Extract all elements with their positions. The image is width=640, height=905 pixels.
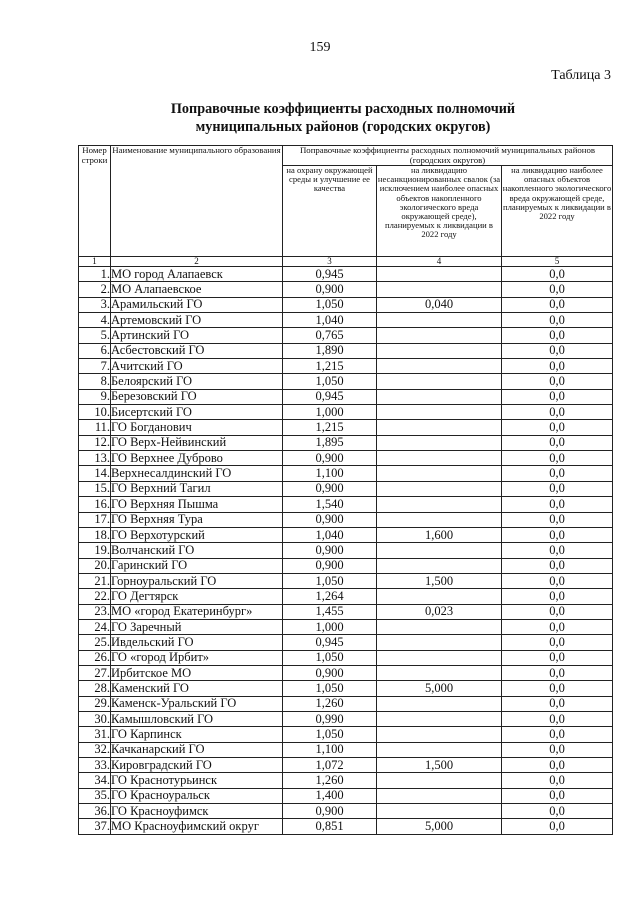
hazardous-coefficient-cell: 0,0 <box>502 343 613 358</box>
table-row <box>79 389 613 404</box>
dumps-coefficient-cell <box>377 481 502 496</box>
hazardous-coefficient-cell: 0,0 <box>502 497 613 512</box>
dumps-coefficient-cell <box>377 497 502 512</box>
environment-coefficient-cell: 1,050 <box>283 727 377 742</box>
table-row <box>79 650 613 665</box>
dumps-coefficient-cell <box>377 466 502 481</box>
municipality-name-cell: Асбестовский ГО <box>111 343 283 358</box>
environment-coefficient-cell: 0,900 <box>283 512 377 527</box>
table-title-line2: муниципальных районов (городских округов) <box>195 119 491 135</box>
row-number-cell: 15. <box>79 481 111 496</box>
dumps-coefficient-cell <box>377 635 502 650</box>
environment-coefficient-cell: 1,540 <box>283 497 377 512</box>
table-row <box>79 466 613 481</box>
environment-coefficient-cell: 0,900 <box>283 543 377 558</box>
hazardous-coefficient-cell: 0,0 <box>502 328 613 343</box>
row-number-cell: 16. <box>79 497 111 512</box>
environment-coefficient-cell: 0,945 <box>283 635 377 650</box>
table-row <box>79 374 613 389</box>
municipality-name-cell: Каменский ГО <box>111 681 283 696</box>
table-row <box>79 497 613 512</box>
municipality-name-cell: ГО «город Ирбит» <box>111 650 283 665</box>
municipality-name-cell: Каменск-Уральский ГО <box>111 696 283 711</box>
table-row <box>79 681 613 696</box>
dumps-coefficient-cell: 1,600 <box>377 527 502 542</box>
dumps-coefficient-cell <box>377 804 502 819</box>
row-number-cell: 29. <box>79 696 111 711</box>
dumps-coefficient-cell: 0,040 <box>377 297 502 312</box>
municipality-name-cell: ГО Заречный <box>111 619 283 634</box>
dumps-coefficient-cell <box>377 742 502 757</box>
dumps-coefficient-cell <box>377 435 502 450</box>
hazardous-coefficient-cell: 0,0 <box>502 313 613 328</box>
row-number-cell: 9. <box>79 389 111 404</box>
dumps-coefficient-cell <box>377 773 502 788</box>
hazardous-coefficient-cell: 0,0 <box>502 451 613 466</box>
dumps-coefficient-cell <box>377 328 502 343</box>
municipality-name-cell: Волчанский ГО <box>111 543 283 558</box>
row-number-cell: 30. <box>79 711 111 726</box>
table-row <box>79 435 613 450</box>
environment-coefficient-cell: 1,050 <box>283 374 377 389</box>
header-col3-environment: на охрану окружающей среды и улучшение ее качества <box>283 166 377 257</box>
hazardous-coefficient-cell: 0,0 <box>502 665 613 680</box>
environment-coefficient-cell: 0,945 <box>283 389 377 404</box>
municipality-name-cell: МО «город Екатеринбург» <box>111 604 283 619</box>
table-row <box>79 727 613 742</box>
dumps-coefficient-cell <box>377 267 502 282</box>
municipality-name-cell: ГО Красноуральск <box>111 788 283 803</box>
hazardous-coefficient-cell: 0,0 <box>502 758 613 773</box>
dumps-coefficient-cell <box>377 711 502 726</box>
hazardous-coefficient-cell: 0,0 <box>502 374 613 389</box>
hazardous-coefficient-cell: 0,0 <box>502 681 613 696</box>
table-row <box>79 696 613 711</box>
table-row <box>79 267 613 282</box>
row-number-cell: 18. <box>79 527 111 542</box>
municipality-name-cell: Качканарский ГО <box>111 742 283 757</box>
table-row <box>79 405 613 420</box>
table-row <box>79 711 613 726</box>
environment-coefficient-cell: 1,400 <box>283 788 377 803</box>
municipality-name-cell: ГО Верхний Тагил <box>111 481 283 496</box>
environment-coefficient-cell: 1,100 <box>283 742 377 757</box>
municipality-name-cell: Кировградский ГО <box>111 758 283 773</box>
municipality-name-cell: Ирбитское МО <box>111 665 283 680</box>
page-number: 159 <box>309 40 331 55</box>
table-row <box>79 819 613 834</box>
row-number-cell: 37. <box>79 819 111 834</box>
environment-coefficient-cell: 1,264 <box>283 589 377 604</box>
row-number-cell: 12. <box>79 435 111 450</box>
dumps-coefficient-cell <box>377 374 502 389</box>
row-number-cell: 21. <box>79 573 111 588</box>
header-col4-dumps: на ликвидацию несанкционированных свалок (за исключением наиболее опасных объектов накопленного экологического вреда окружающей среде), планируемых к ликвидации в 2022 году <box>377 166 502 257</box>
environment-coefficient-cell: 1,050 <box>283 650 377 665</box>
header-col5-hazardous: на ликвидацию наиболее опасных объектов накопленного экологического вреда окружающей среде, планируемых к ликвидации в 2022 году <box>502 166 613 257</box>
hazardous-coefficient-cell: 0,0 <box>502 527 613 542</box>
environment-coefficient-cell: 1,215 <box>283 359 377 374</box>
environment-coefficient-cell: 1,050 <box>283 297 377 312</box>
dumps-coefficient-cell <box>377 420 502 435</box>
hazardous-coefficient-cell: 0,0 <box>502 819 613 834</box>
dumps-coefficient-cell <box>377 543 502 558</box>
municipality-name-cell: ГО Карпинск <box>111 727 283 742</box>
environment-coefficient-cell: 0,900 <box>283 481 377 496</box>
dumps-coefficient-cell <box>377 619 502 634</box>
row-number-cell: 13. <box>79 451 111 466</box>
row-number-cell: 25. <box>79 635 111 650</box>
table-row <box>79 451 613 466</box>
hazardous-coefficient-cell: 0,0 <box>502 558 613 573</box>
environment-coefficient-cell: 0,990 <box>283 711 377 726</box>
dumps-coefficient-cell <box>377 405 502 420</box>
table-row <box>79 635 613 650</box>
dumps-coefficient-cell <box>377 788 502 803</box>
environment-coefficient-cell: 0,900 <box>283 282 377 297</box>
row-number-cell: 24. <box>79 619 111 634</box>
hazardous-coefficient-cell: 0,0 <box>502 359 613 374</box>
hazardous-coefficient-cell: 0,0 <box>502 589 613 604</box>
hazardous-coefficient-cell: 0,0 <box>502 742 613 757</box>
municipality-name-cell: МО Красноуфимский округ <box>111 819 283 834</box>
table-row <box>79 758 613 773</box>
environment-coefficient-cell: 1,895 <box>283 435 377 450</box>
municipality-name-cell: Ачитский ГО <box>111 359 283 374</box>
dumps-coefficient-cell <box>377 696 502 711</box>
hazardous-coefficient-cell: 0,0 <box>502 420 613 435</box>
table-row <box>79 512 613 527</box>
hazardous-coefficient-cell: 0,0 <box>502 619 613 634</box>
column-index: 2 <box>111 257 283 267</box>
table-row <box>79 573 613 588</box>
hazardous-coefficient-cell: 0,0 <box>502 696 613 711</box>
municipality-name-cell: ГО Красноуфимск <box>111 804 283 819</box>
table-row <box>79 313 613 328</box>
table-row <box>79 328 613 343</box>
table-row <box>79 282 613 297</box>
environment-coefficient-cell: 1,040 <box>283 313 377 328</box>
header-row-number: Номер строки <box>79 146 111 257</box>
dumps-coefficient-cell <box>377 359 502 374</box>
hazardous-coefficient-cell: 0,0 <box>502 435 613 450</box>
dumps-coefficient-cell: 5,000 <box>377 681 502 696</box>
municipality-name-cell: ГО Верхотурский <box>111 527 283 542</box>
environment-coefficient-cell: 1,100 <box>283 466 377 481</box>
column-index: 5 <box>502 257 613 267</box>
dumps-coefficient-cell: 1,500 <box>377 758 502 773</box>
table-row <box>79 359 613 374</box>
row-number-cell: 32. <box>79 742 111 757</box>
row-number-cell: 5. <box>79 328 111 343</box>
table-body <box>79 267 613 835</box>
environment-coefficient-cell: 1,072 <box>283 758 377 773</box>
environment-coefficient-cell: 0,945 <box>283 267 377 282</box>
municipality-name-cell: ГО Верхнее Дуброво <box>111 451 283 466</box>
environment-coefficient-cell: 0,900 <box>283 804 377 819</box>
municipality-name-cell: Арамильский ГО <box>111 297 283 312</box>
hazardous-coefficient-cell: 0,0 <box>502 405 613 420</box>
row-number-cell: 7. <box>79 359 111 374</box>
column-index: 4 <box>377 257 502 267</box>
dumps-coefficient-cell <box>377 589 502 604</box>
environment-coefficient-cell: 1,260 <box>283 773 377 788</box>
table-row <box>79 665 613 680</box>
row-number-cell: 10. <box>79 405 111 420</box>
row-number-cell: 28. <box>79 681 111 696</box>
environment-coefficient-cell: 1,890 <box>283 343 377 358</box>
hazardous-coefficient-cell: 0,0 <box>502 711 613 726</box>
row-number-cell: 36. <box>79 804 111 819</box>
table-row <box>79 604 613 619</box>
municipality-name-cell: Гаринский ГО <box>111 558 283 573</box>
hazardous-coefficient-cell: 0,0 <box>502 466 613 481</box>
table-row <box>79 481 613 496</box>
dumps-coefficient-cell <box>377 313 502 328</box>
dumps-coefficient-cell: 0,023 <box>377 604 502 619</box>
row-number-cell: 1. <box>79 267 111 282</box>
column-index: 3 <box>283 257 377 267</box>
table-row <box>79 742 613 757</box>
municipality-name-cell: МО город Алапаевск <box>111 267 283 282</box>
row-number-cell: 33. <box>79 758 111 773</box>
coefficients-table <box>78 145 613 835</box>
row-number-cell: 6. <box>79 343 111 358</box>
table-row <box>79 543 613 558</box>
municipality-name-cell: Камышловский ГО <box>111 711 283 726</box>
environment-coefficient-cell: 0,900 <box>283 451 377 466</box>
municipality-name-cell: ГО Верхняя Пышма <box>111 497 283 512</box>
municipality-name-cell: Бисертский ГО <box>111 405 283 420</box>
row-number-cell: 4. <box>79 313 111 328</box>
row-number-cell: 14. <box>79 466 111 481</box>
row-number-cell: 34. <box>79 773 111 788</box>
row-number-cell: 26. <box>79 650 111 665</box>
dumps-coefficient-cell <box>377 282 502 297</box>
environment-coefficient-cell: 0,765 <box>283 328 377 343</box>
dumps-coefficient-cell <box>377 512 502 527</box>
municipality-name-cell: Горноуральский ГО <box>111 573 283 588</box>
hazardous-coefficient-cell: 0,0 <box>502 282 613 297</box>
dumps-coefficient-cell: 1,500 <box>377 573 502 588</box>
hazardous-coefficient-cell: 0,0 <box>502 389 613 404</box>
environment-coefficient-cell: 1,260 <box>283 696 377 711</box>
environment-coefficient-cell: 1,000 <box>283 405 377 420</box>
hazardous-coefficient-cell: 0,0 <box>502 788 613 803</box>
dumps-coefficient-cell <box>377 650 502 665</box>
row-number-cell: 23. <box>79 604 111 619</box>
municipality-name-cell: МО Алапаевское <box>111 282 283 297</box>
row-number-cell: 19. <box>79 543 111 558</box>
column-index-row <box>79 257 613 267</box>
table-row <box>79 527 613 542</box>
row-number-cell: 35. <box>79 788 111 803</box>
table-title <box>0 100 640 136</box>
municipality-name-cell: Верхнесалдинский ГО <box>111 466 283 481</box>
environment-coefficient-cell: 1,215 <box>283 420 377 435</box>
environment-coefficient-cell: 1,040 <box>283 527 377 542</box>
table-row <box>79 343 613 358</box>
hazardous-coefficient-cell: 0,0 <box>502 804 613 819</box>
table-row <box>79 788 613 803</box>
header-municipality-name: Наименование муниципального образования <box>111 146 283 257</box>
municipality-name-cell: Артемовский ГО <box>111 313 283 328</box>
table-title-line1: Поправочные коэффициенты расходных полномочий <box>170 101 516 117</box>
table-row <box>79 297 613 312</box>
hazardous-coefficient-cell: 0,0 <box>502 650 613 665</box>
hazardous-coefficient-cell: 0,0 <box>502 481 613 496</box>
dumps-coefficient-cell <box>377 665 502 680</box>
municipality-name-cell: ГО Богданович <box>111 420 283 435</box>
hazardous-coefficient-cell: 0,0 <box>502 512 613 527</box>
environment-coefficient-cell: 0,900 <box>283 665 377 680</box>
environment-coefficient-cell: 1,455 <box>283 604 377 619</box>
row-number-cell: 11. <box>79 420 111 435</box>
dumps-coefficient-cell <box>377 451 502 466</box>
row-number-cell: 20. <box>79 558 111 573</box>
hazardous-coefficient-cell: 0,0 <box>502 573 613 588</box>
row-number-cell: 17. <box>79 512 111 527</box>
hazardous-coefficient-cell: 0,0 <box>502 604 613 619</box>
column-index: 1 <box>79 257 111 267</box>
table-row <box>79 619 613 634</box>
municipality-name-cell: Ивдельский ГО <box>111 635 283 650</box>
municipality-name-cell: Березовский ГО <box>111 389 283 404</box>
dumps-coefficient-cell <box>377 343 502 358</box>
table-row <box>79 589 613 604</box>
table-row <box>79 804 613 819</box>
hazardous-coefficient-cell: 0,0 <box>502 773 613 788</box>
hazardous-coefficient-cell: 0,0 <box>502 267 613 282</box>
municipality-name-cell: Артинский ГО <box>111 328 283 343</box>
municipality-name-cell: ГО Дегтярск <box>111 589 283 604</box>
municipality-name-cell: ГО Краснотурьинск <box>111 773 283 788</box>
hazardous-coefficient-cell: 0,0 <box>502 297 613 312</box>
municipality-name-cell: ГО Верх-Нейвинский <box>111 435 283 450</box>
dumps-coefficient-cell <box>377 558 502 573</box>
table-row <box>79 420 613 435</box>
table-row <box>79 558 613 573</box>
dumps-coefficient-cell: 5,000 <box>377 819 502 834</box>
hazardous-coefficient-cell: 0,0 <box>502 543 613 558</box>
municipality-name-cell: ГО Верхняя Тура <box>111 512 283 527</box>
hazardous-coefficient-cell: 0,0 <box>502 635 613 650</box>
municipality-name-cell: Белоярский ГО <box>111 374 283 389</box>
hazardous-coefficient-cell: 0,0 <box>502 727 613 742</box>
row-number-cell: 27. <box>79 665 111 680</box>
environment-coefficient-cell: 1,050 <box>283 681 377 696</box>
environment-coefficient-cell: 1,000 <box>283 619 377 634</box>
table-label: Таблица 3 <box>551 68 611 83</box>
environment-coefficient-cell: 1,050 <box>283 573 377 588</box>
environment-coefficient-cell: 0,900 <box>283 558 377 573</box>
table-row <box>79 773 613 788</box>
row-number-cell: 31. <box>79 727 111 742</box>
header-coefficients-group: Поправочные коэффициенты расходных полномочий муниципальных районов (городских округов) <box>283 146 613 166</box>
environment-coefficient-cell: 0,851 <box>283 819 377 834</box>
row-number-cell: 8. <box>79 374 111 389</box>
dumps-coefficient-cell <box>377 727 502 742</box>
row-number-cell: 22. <box>79 589 111 604</box>
row-number-cell: 2. <box>79 282 111 297</box>
dumps-coefficient-cell <box>377 389 502 404</box>
row-number-cell: 3. <box>79 297 111 312</box>
